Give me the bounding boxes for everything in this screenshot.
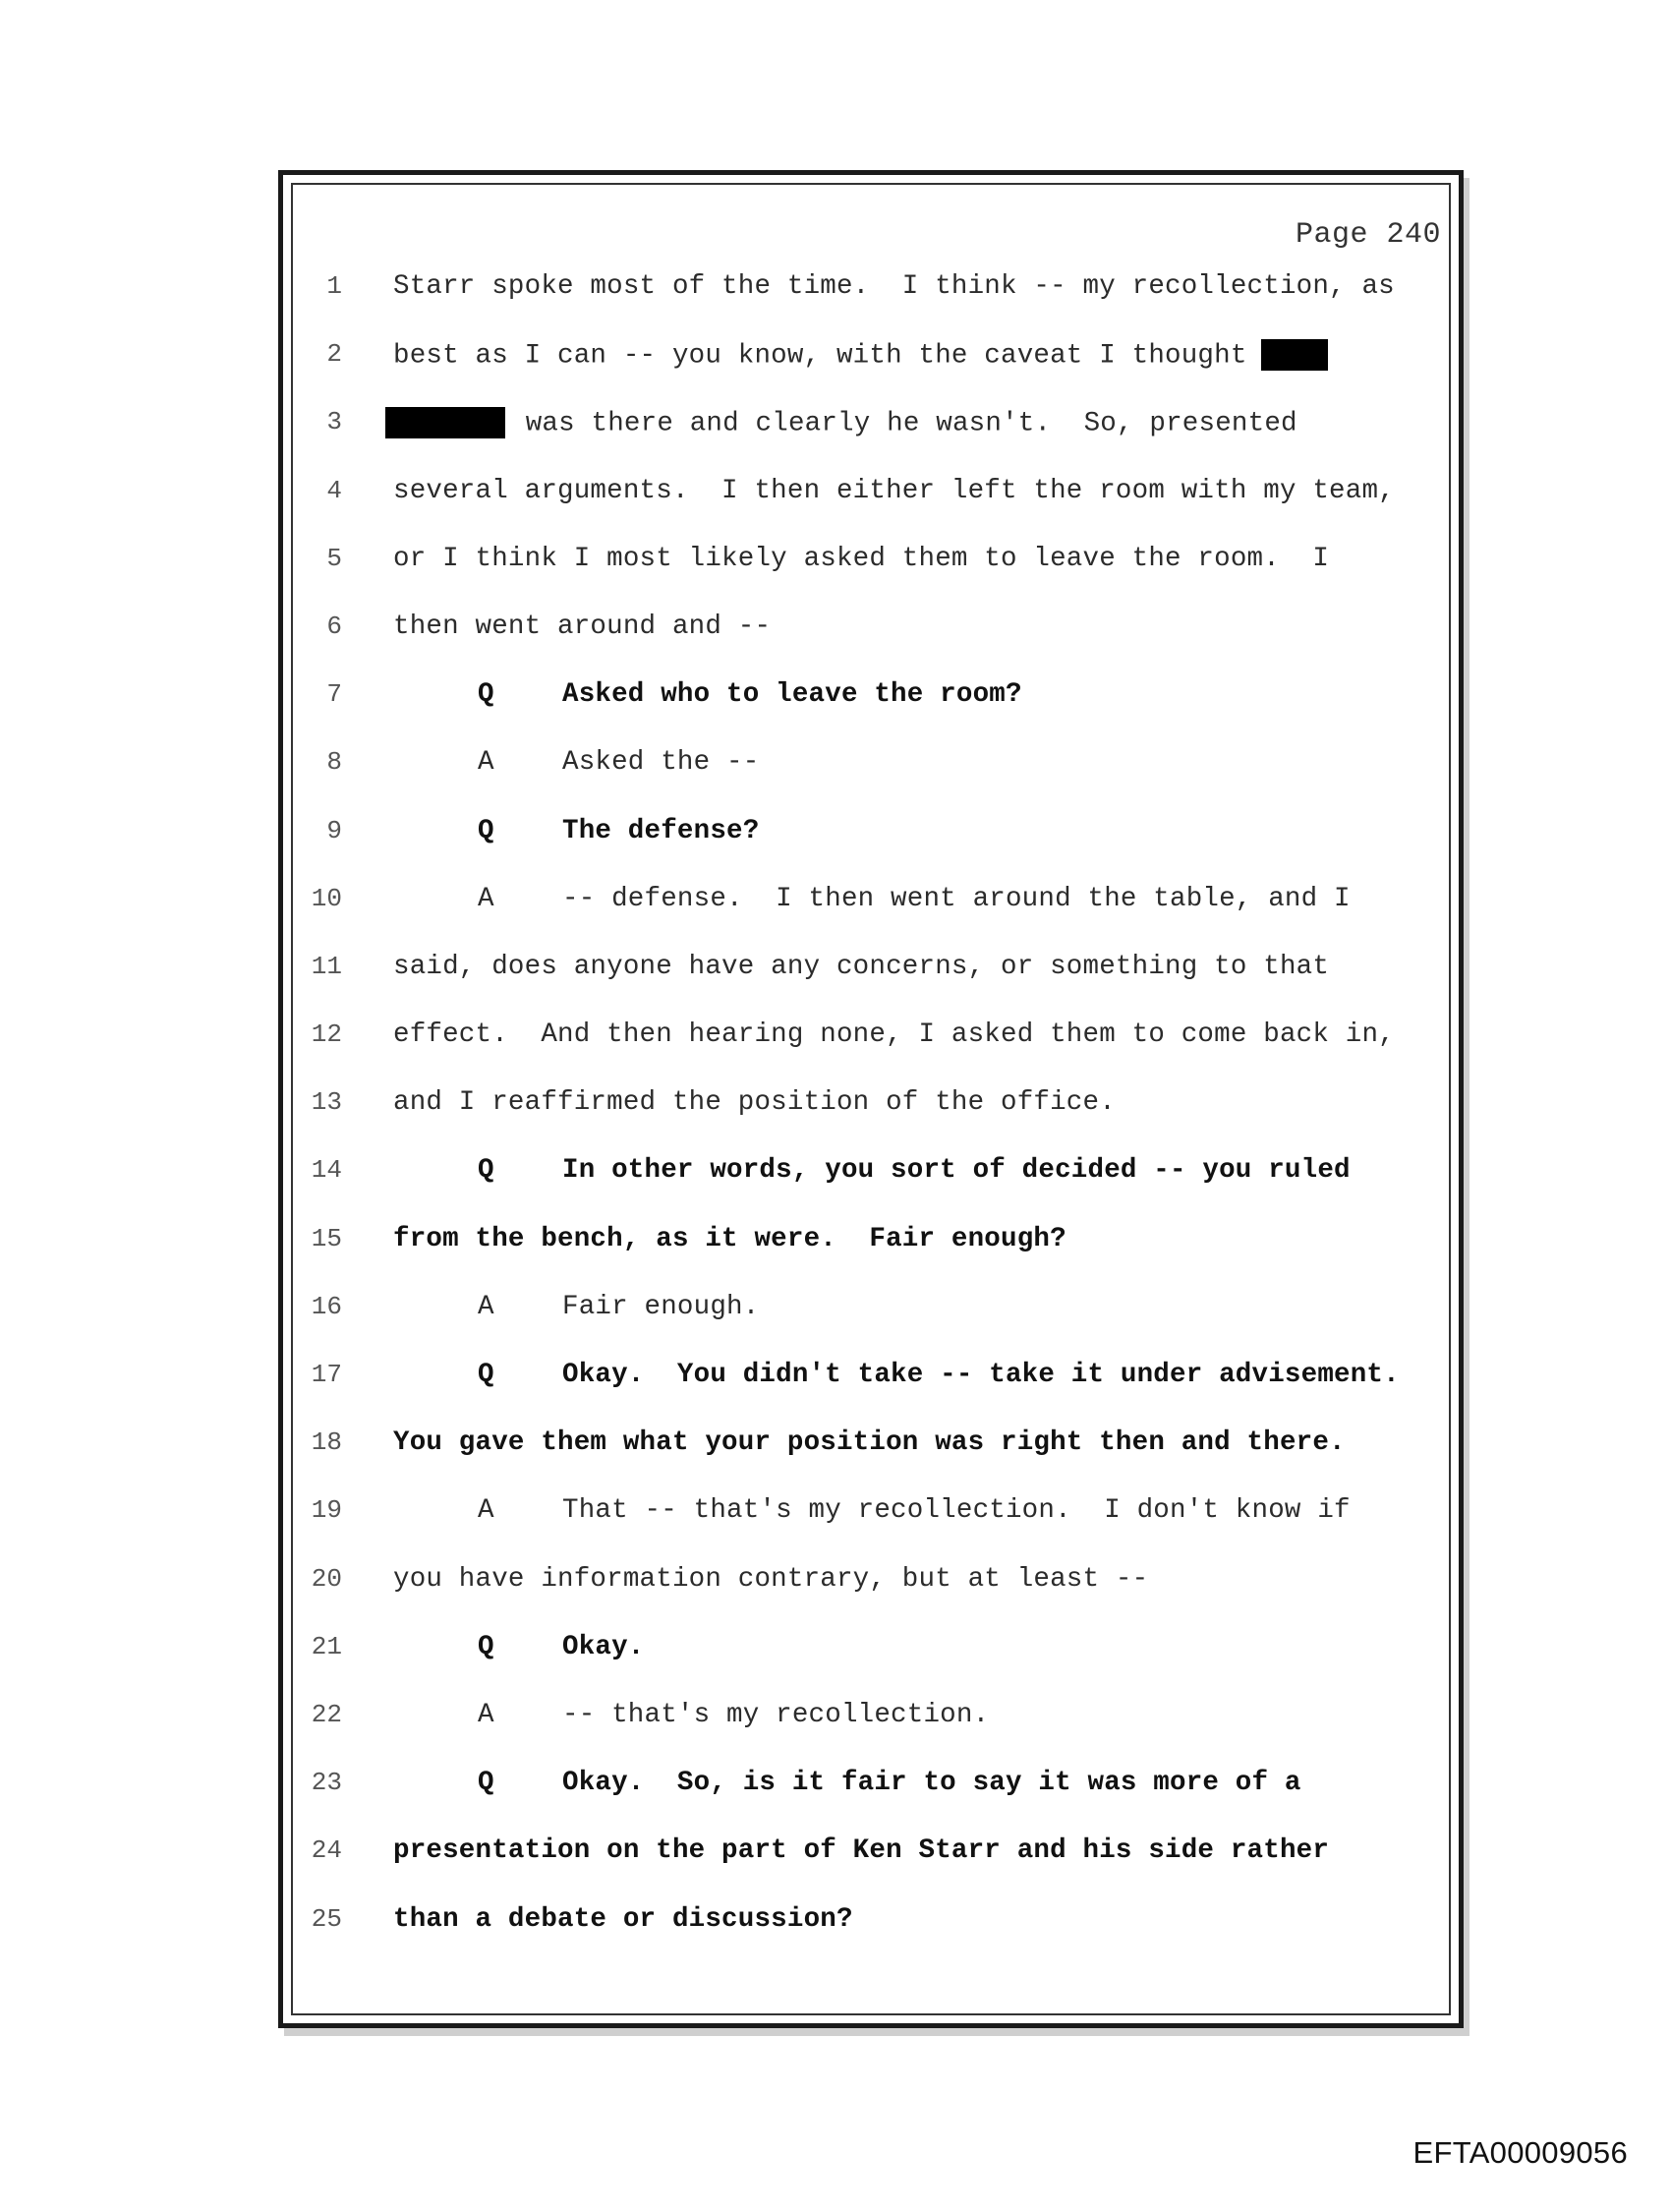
transcript-line-8 xyxy=(295,733,1445,801)
line-text: -- that's my recollection. xyxy=(562,1699,990,1730)
line-number: 19 xyxy=(311,1495,342,1526)
transcript-line-16 xyxy=(295,1278,1445,1346)
line-text: best as I can -- you know, with the caveat I thought xyxy=(393,340,1247,372)
transcript-line-7 xyxy=(295,666,1445,733)
transcript-line-18 xyxy=(295,1414,1445,1482)
line-text: That -- that's my recollection. I don't know if xyxy=(562,1495,1351,1527)
speaker-label: Q xyxy=(478,1155,494,1187)
line-text: In other words, you sort of decided -- you ruled xyxy=(562,1155,1351,1187)
line-text: Okay. You didn't take -- take it under advisement. xyxy=(562,1360,1400,1390)
line-text: or I think I most likely asked them to leave the room. I xyxy=(393,543,1330,574)
line-text: said, does anyone have any concerns, or something to that xyxy=(393,951,1330,982)
line-text: The defense? xyxy=(562,815,760,846)
question-line xyxy=(478,816,759,846)
line-text: Asked the -- xyxy=(562,747,760,779)
redaction-block xyxy=(385,407,505,438)
question-line xyxy=(478,679,1022,710)
transcript-line-21 xyxy=(295,1618,1445,1686)
answer-line xyxy=(478,1495,1351,1526)
transcript-line-4 xyxy=(295,462,1445,530)
line-number: 6 xyxy=(326,611,342,641)
speaker-label: Q xyxy=(478,679,494,711)
transcript-line-25 xyxy=(295,1891,1445,1958)
line-text: you have information contrary, but at least -- xyxy=(393,1563,1149,1595)
line-number: 4 xyxy=(326,475,342,505)
transcript-line-24 xyxy=(295,1822,1445,1890)
line-number: 20 xyxy=(311,1563,342,1594)
line-number: 23 xyxy=(311,1768,342,1798)
speaker-label: Q xyxy=(478,1360,494,1390)
line-number: 25 xyxy=(311,1903,342,1934)
line-number: 15 xyxy=(311,1223,342,1253)
transcript-body xyxy=(295,258,1445,1958)
speaker-label: A xyxy=(478,1699,494,1730)
line-number: 18 xyxy=(311,1427,342,1458)
line-text: was there and clearly he wasn't. So, presented xyxy=(509,408,1297,439)
question-line xyxy=(478,1360,1400,1390)
question-line xyxy=(478,1155,1351,1186)
question-line xyxy=(478,1768,1301,1798)
line-text: and I reaffirmed the position of the office. xyxy=(393,1087,1116,1119)
transcript-line-20 xyxy=(295,1550,1445,1618)
answer-line xyxy=(478,884,1351,914)
line-text: effect. And then hearing none, I asked them to come back in, xyxy=(393,1019,1395,1051)
line-text: Asked who to leave the room? xyxy=(562,679,1022,711)
line-number: 11 xyxy=(311,951,342,981)
answer-line xyxy=(478,1292,759,1322)
transcript-line-10 xyxy=(295,870,1445,938)
line-number: 7 xyxy=(326,679,342,710)
transcript-line-1 xyxy=(295,258,1445,325)
line-number: 13 xyxy=(311,1087,342,1118)
speaker-label: A xyxy=(478,747,494,779)
transcript-line-23 xyxy=(295,1754,1445,1822)
line-text: then went around and -- xyxy=(393,611,772,642)
question-line xyxy=(478,1632,645,1662)
transcript-line-12 xyxy=(295,1006,1445,1074)
transcript-line-14 xyxy=(295,1141,1445,1209)
line-text: -- defense. I then went around the table, and I xyxy=(562,883,1351,914)
line-text-with-redaction xyxy=(385,407,1297,438)
line-number: 21 xyxy=(311,1631,342,1661)
transcript-line-5 xyxy=(295,530,1445,598)
transcript-line-15 xyxy=(295,1210,1445,1278)
redaction-block xyxy=(1261,339,1328,371)
line-number: 2 xyxy=(326,339,342,370)
speaker-label: A xyxy=(478,1495,494,1527)
transcript-line-6 xyxy=(295,598,1445,666)
line-number: 22 xyxy=(311,1699,342,1729)
line-text: You gave them what your position was right then and there. xyxy=(393,1427,1346,1459)
answer-line xyxy=(478,747,759,778)
line-text: several arguments. I then either left the room with my team, xyxy=(393,475,1395,506)
line-text: from the bench, as it were. Fair enough? xyxy=(393,1223,1066,1254)
line-number: 1 xyxy=(326,271,342,301)
speaker-label: Q xyxy=(478,1631,494,1662)
line-text: Fair enough. xyxy=(562,1291,760,1322)
line-number: 14 xyxy=(311,1155,342,1186)
transcript-line-11 xyxy=(295,938,1445,1006)
speaker-label: Q xyxy=(478,815,494,846)
transcript-line-22 xyxy=(295,1686,1445,1754)
line-text-with-redaction xyxy=(393,339,1328,371)
line-number: 17 xyxy=(311,1360,342,1389)
answer-line xyxy=(478,1700,989,1730)
line-number: 12 xyxy=(311,1019,342,1050)
transcript-line-17 xyxy=(295,1346,1445,1414)
line-text: Okay. So, is it fair to say it was more of a xyxy=(562,1768,1301,1799)
line-number: 5 xyxy=(326,543,342,573)
page-number: Page 240 xyxy=(1295,218,1441,252)
line-text: presentation on the part of Ken Starr and his side rather xyxy=(393,1835,1330,1867)
line-number: 8 xyxy=(326,747,342,778)
document-id: EFTA00009056 xyxy=(1412,2135,1628,2170)
transcript-line-13 xyxy=(295,1074,1445,1141)
line-number: 9 xyxy=(326,815,342,845)
speaker-label: A xyxy=(478,1291,494,1322)
transcript-line-19 xyxy=(295,1482,1445,1549)
line-number: 10 xyxy=(311,883,342,913)
speaker-label: Q xyxy=(478,1768,494,1799)
line-number: 16 xyxy=(311,1291,342,1321)
speaker-label: A xyxy=(478,883,494,914)
transcript-line-9 xyxy=(295,802,1445,870)
line-text: Okay. xyxy=(562,1631,645,1662)
line-text: than a debate or discussion? xyxy=(393,1903,853,1935)
line-number: 3 xyxy=(326,407,342,437)
transcript-line-2 xyxy=(295,325,1445,393)
transcript-line-3 xyxy=(295,393,1445,461)
line-text: Starr spoke most of the time. I think -- my recollection, as xyxy=(393,271,1395,302)
line-number: 24 xyxy=(311,1835,342,1866)
